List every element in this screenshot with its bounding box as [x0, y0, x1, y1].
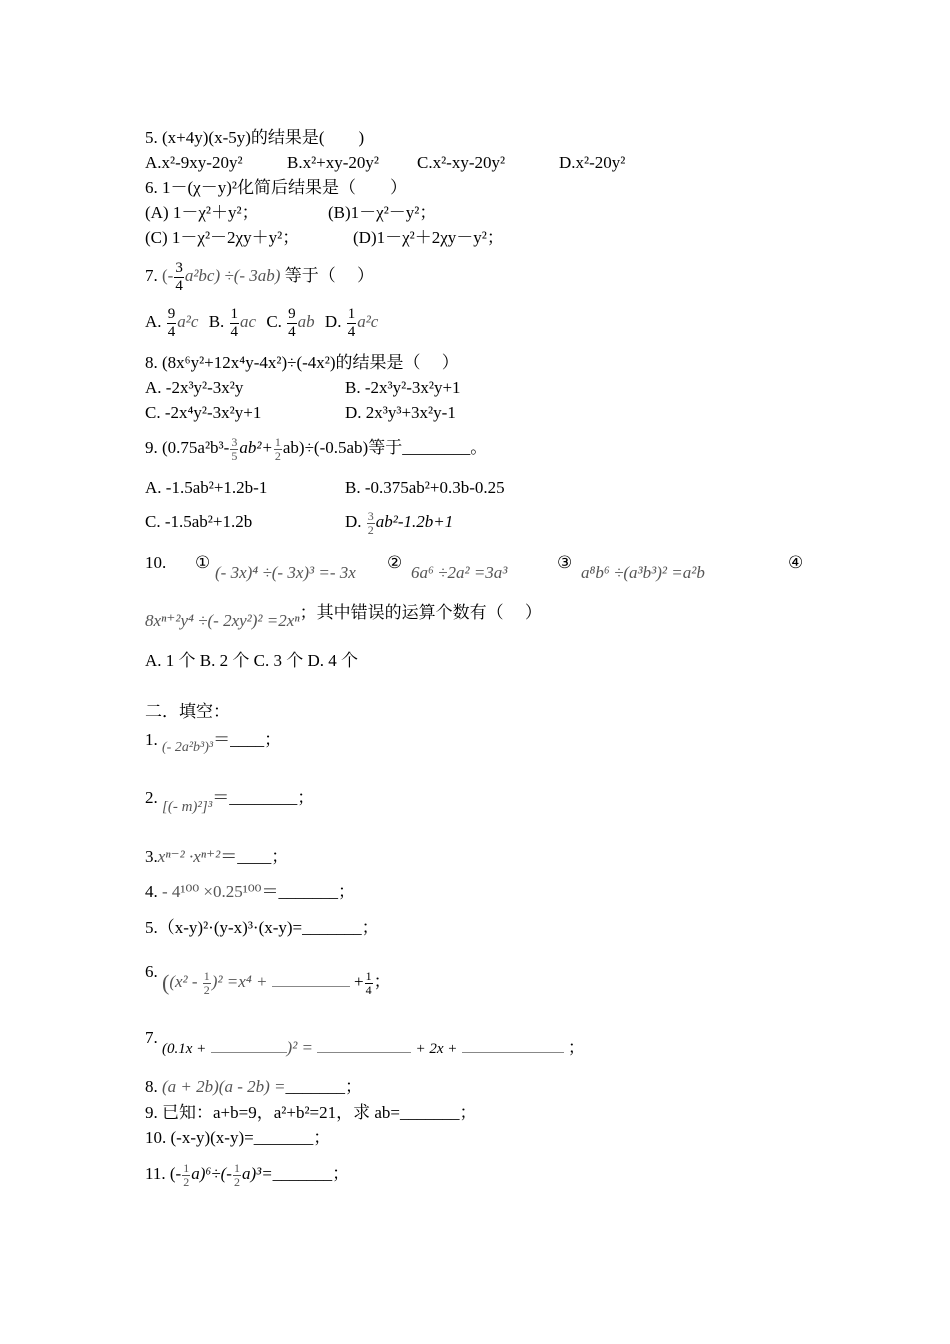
- q9-options-row1: A. -1.5ab²+1.2b-1 B. -0.375ab²+0.3b-0.25: [145, 478, 505, 497]
- fill-6-blank[interactable]: [272, 972, 350, 987]
- q10-row1: 10. ① (- 3x)⁴ ÷(- 3x)³ =- 3x ② 6a⁶ ÷2a² =3a³ ③ a⁸b⁶ ÷(a³b³)² =a²b ④: [145, 553, 804, 582]
- q9-options-row2: C. -1.5ab²+1.2b D. $\frac{3}{2}$ ab²-1.2b+1: [145, 508, 454, 537]
- q5-options: [145, 153, 626, 173]
- q6-option-b: (B)1－χ²－y²；: [328, 203, 437, 222]
- q6-stem: 6. 1－(χ－y)²化简后结果是（ ）: [145, 178, 407, 197]
- q7-option-c-frac: $\frac{9}{4}$: [288, 305, 296, 340]
- fill-2: 2. [(- m)²]³＝________；: [145, 788, 315, 815]
- fill-9: 9. 已知：a+b=9，a²+b²=21，求 ab=_______；: [145, 1103, 477, 1122]
- q5-option-a: A.x²-9xy-20y²: [145, 153, 243, 172]
- q5-option-d: D.x²-20y²: [559, 153, 626, 172]
- fill-3: 3.xⁿ⁻² ·xⁿ⁺²＝____；: [145, 847, 289, 866]
- q6-option-d: (D)1－χ²＋2χy－y²；: [353, 228, 504, 247]
- q9-option-d-frac: $\frac{3}{2}$: [367, 508, 374, 537]
- q7-option-b-frac: $\frac{1}{4}$: [230, 305, 239, 340]
- fill-7-blank-1[interactable]: [211, 1038, 287, 1053]
- fill-7-blank-2[interactable]: [317, 1038, 411, 1053]
- q7-options: A. $\frac{9}{4}$ a²c B. $\frac{1}{4}$ ac C. $\frac{9}{4}$ ab D. $\frac{1}{4}$ a²c: [145, 305, 379, 340]
- fill-7-blank-3[interactable]: [462, 1038, 564, 1053]
- q5-stem: 5. (x+4y)(x-5y)的结果是( ): [145, 128, 365, 147]
- q10-options: A. 1 个 B. 2 个 C. 3 个 D. 4 个: [145, 651, 358, 670]
- fill-5: 5.（x-y)²·(y-x)³·(x-y)=_______；: [145, 918, 379, 937]
- q7-stem: 7. (- $\frac{3}{4}$ a²bc) ÷(- 3ab) 等于（ ）: [145, 259, 374, 294]
- q5-option-c: C.x²-xy-20y²: [417, 153, 506, 172]
- q9-fraction-1: $\frac{3}{5}$: [231, 434, 238, 463]
- q8-options-row1: A. -2x³y²-3x²y B. -2x³y²-3x²y+1: [145, 378, 461, 397]
- q6-options-row2: [145, 228, 504, 248]
- q7-option-d-frac: $\frac{1}{4}$: [347, 305, 356, 340]
- section2-title: 二．填空：: [145, 702, 230, 721]
- q8-stem: 8. (8x⁶y²+12x⁴y-4x²)÷(-4x²)的结果是（ ）: [145, 353, 459, 372]
- q6-options-row1: [145, 203, 437, 223]
- fill-10: 10. (-x-y)(x-y)=_______；: [145, 1128, 331, 1147]
- fill-1: 1. $_{(- 2a^2b^3)^3}$＝____；: [145, 730, 282, 755]
- fill-7: 7. (0.1x + )² = + 2x + ；: [145, 1028, 585, 1057]
- q7-option-a-frac: $\frac{9}{4}$: [167, 305, 176, 340]
- q9-stem: 9. (0.75a²b³- $\frac{3}{5}$ ab²+ $\frac{1}{2}$ ab)÷(-0.5ab)等于________。: [145, 434, 488, 463]
- fill-11: 11. (- $\frac{1}{2}$ a)⁶÷(- $\frac{1}{2}$ a)³=_______；: [145, 1160, 350, 1189]
- q6-option-c: (C) 1－χ²－2χy＋y²；: [145, 228, 300, 247]
- q6-option-a: (A) 1－χ²＋y²；: [145, 203, 259, 222]
- q5-option-b: B.x²+xy-20y²: [287, 153, 380, 172]
- fill-4: 4. - 4¹⁰⁰ ×0.25¹⁰⁰＝_______；: [145, 882, 355, 901]
- q9-fraction-2: $\frac{1}{2}$: [274, 434, 281, 463]
- q8-options-row2: C. -2x⁴y²-3x²y+1 D. 2x³y³+3x²y-1: [145, 403, 456, 422]
- fill-8: 8. (a + 2b)(a - 2b) =_______；: [145, 1077, 362, 1096]
- q7-fraction: $\frac{3}{4}$: [175, 259, 183, 294]
- fill-6: 6. ((x² - $\frac{1}{2}$ )² =x⁴ + + $\frac{1}{4}$ ；: [145, 962, 391, 997]
- q10-row2: 8xⁿ⁺²y⁴ ÷(- 2xy²)² =2xⁿ；其中错误的运算个数有（ ）: [145, 603, 542, 630]
